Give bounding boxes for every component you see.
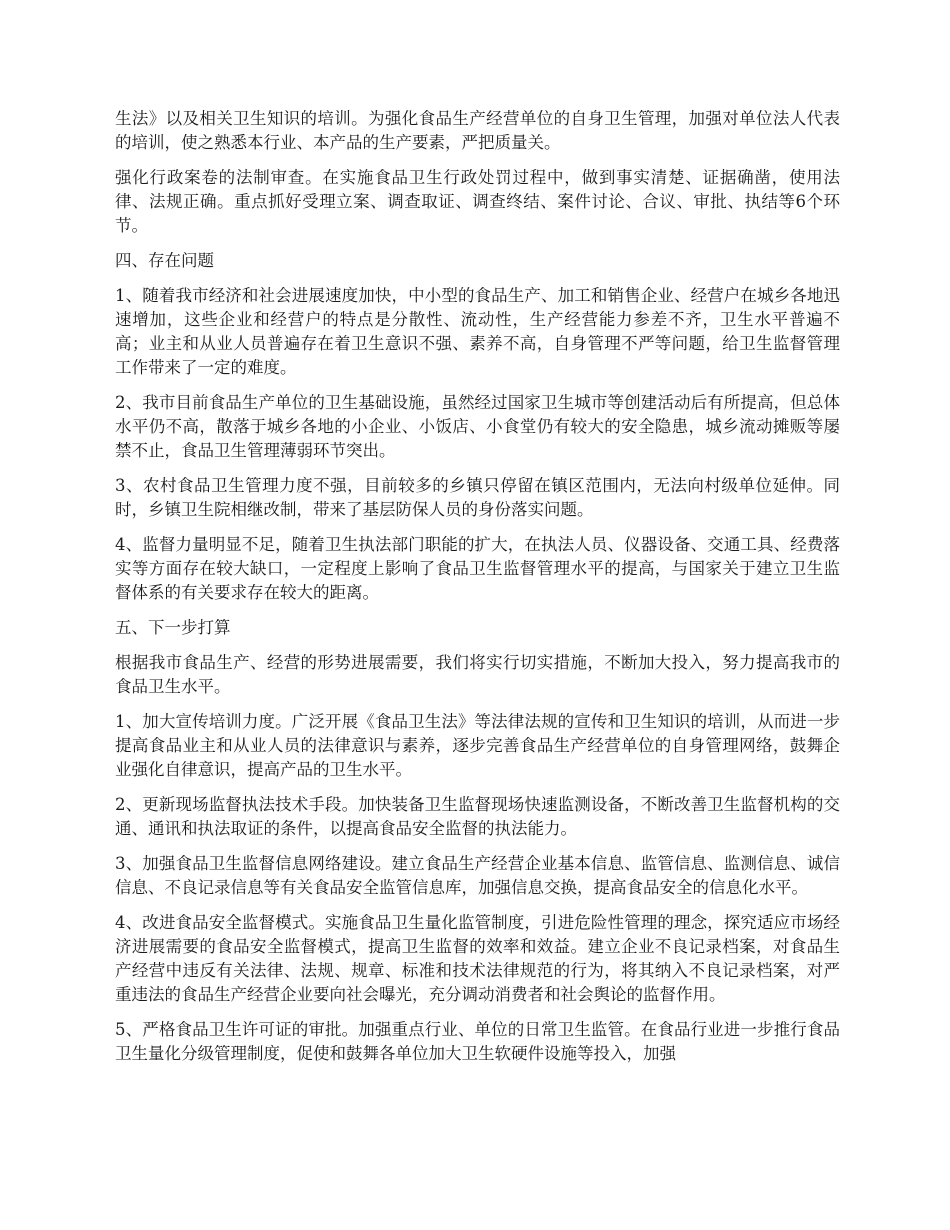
paragraph-problem-2: 2、我市目前食品生产单位的卫生基础设施，虽然经过国家卫生城市等创建活动后有所提高，但总体水平仍不高，散落于城乡各地的小企业、小饭店、小食堂仍有较大的安全隐患，城乡流动摊贩等屡禁不止，食品卫生管理薄弱环节突出。 — [115, 393, 840, 460]
paragraph-plan-1: 1、加大宣传培训力度。广泛开展《食品卫生法》等法律法规的宣传和卫生知识的培训，从而进一步提高食品业主和从业人员的法律意识与素养，逐步完善食品生产经营单位的自身管理网络，鼓舞企业强化自律意识，提高产品的卫生水平。 — [115, 712, 840, 779]
paragraph-problem-1: 1、随着我市经济和社会进展速度加快，中小型的食品生产、加工和销售企业、经营户在城乡各地迅速增加，这些企业和经营户的特点是分散性、流动性，生产经营能力参差不齐，卫生水平普遍不高；业主和从业人员普遍存在着卫生意识不强、素养不高，自身管理不严等问题，给卫生监督管理工作带来了一定的难度。 — [115, 286, 840, 377]
section-heading-problems: 四、存在问题 — [115, 251, 214, 270]
paragraph-plan-4: 4、改进食品安全监督模式。实施食品卫生量化监管制度，引进危险性管理的理念，探究适应市场经济进展需要的食品安全监督模式，提高卫生监督的效率和效益。建立企业不良记录档案，对食品生产经营中违反有关法律、法规、规章、标准和技术法律规范的行为，将其纳入不良记录档案，对严重违法的食品生产经营企业要向社会曝光，充分调动消费者和社会舆论的监督作用。 — [115, 913, 840, 1004]
paragraph-plan-2: 2、更新现场监督执法技术手段。加快装备卫生监督现场快速监测设备，不断改善卫生监督机构的交通、通讯和执法取证的条件，以提高食品安全监督的执法能力。 — [115, 795, 840, 838]
paragraph-problem-3: 3、农村食品卫生管理力度不强，目前较多的乡镇只停留在镇区范围内，无法向村级单位延伸。同时，乡镇卫生院相继改制，带来了基层防保人员的身份落实问题。 — [115, 476, 840, 519]
paragraph-problem-4: 4、监督力量明显不足，随着卫生执法部门职能的扩大，在执法人员、仪器设备、交通工具、经费落实等方面存在较大缺口，一定程度上影响了食品卫生监督管理水平的提高，与国家关于建立卫生监督体系的有关要求存在较大的距离。 — [115, 535, 840, 602]
paragraph-plan-3: 3、加强食品卫生监督信息网络建设。建立食品生产经营企业基本信息、监管信息、监测信息、诚信信息、不良记录信息等有关食品安全监管信息库，加强信息交换，提高食品安全的信息化水平。 — [115, 854, 840, 897]
section-heading-next-steps: 五、下一步打算 — [115, 618, 231, 637]
document-page — [115, 107, 840, 1077]
paragraph-case-file-review: 强化行政案卷的法制审查。在实施食品卫生行政处罚过程中，做到事实清楚、证据确凿，使用法律、法规正确。重点抓好受理立案、调查取证、调查终结、案件讨论、合议、审批、执结等6个环节。 — [115, 168, 840, 235]
paragraph-next-steps-intro: 根据我市食品生产、经营的形势进展需要，我们将实行切实措施，不断加大投入，努力提高我市的食品卫生水平。 — [115, 653, 840, 696]
paragraph-plan-5: 5、严格食品卫生许可证的审批。加强重点行业、单位的日常卫生监管。在食品行业进一步推行食品卫生量化分级管理制度，促使和鼓舞各单位加大卫生软硬件设施等投入，加强 — [115, 1020, 840, 1063]
paragraph-training-continued: 生法》以及相关卫生知识的培训。为强化食品生产经营单位的自身卫生管理，加强对单位法人代表的培训，使之熟悉本行业、本产品的生产要素，严把质量关。 — [115, 109, 840, 152]
